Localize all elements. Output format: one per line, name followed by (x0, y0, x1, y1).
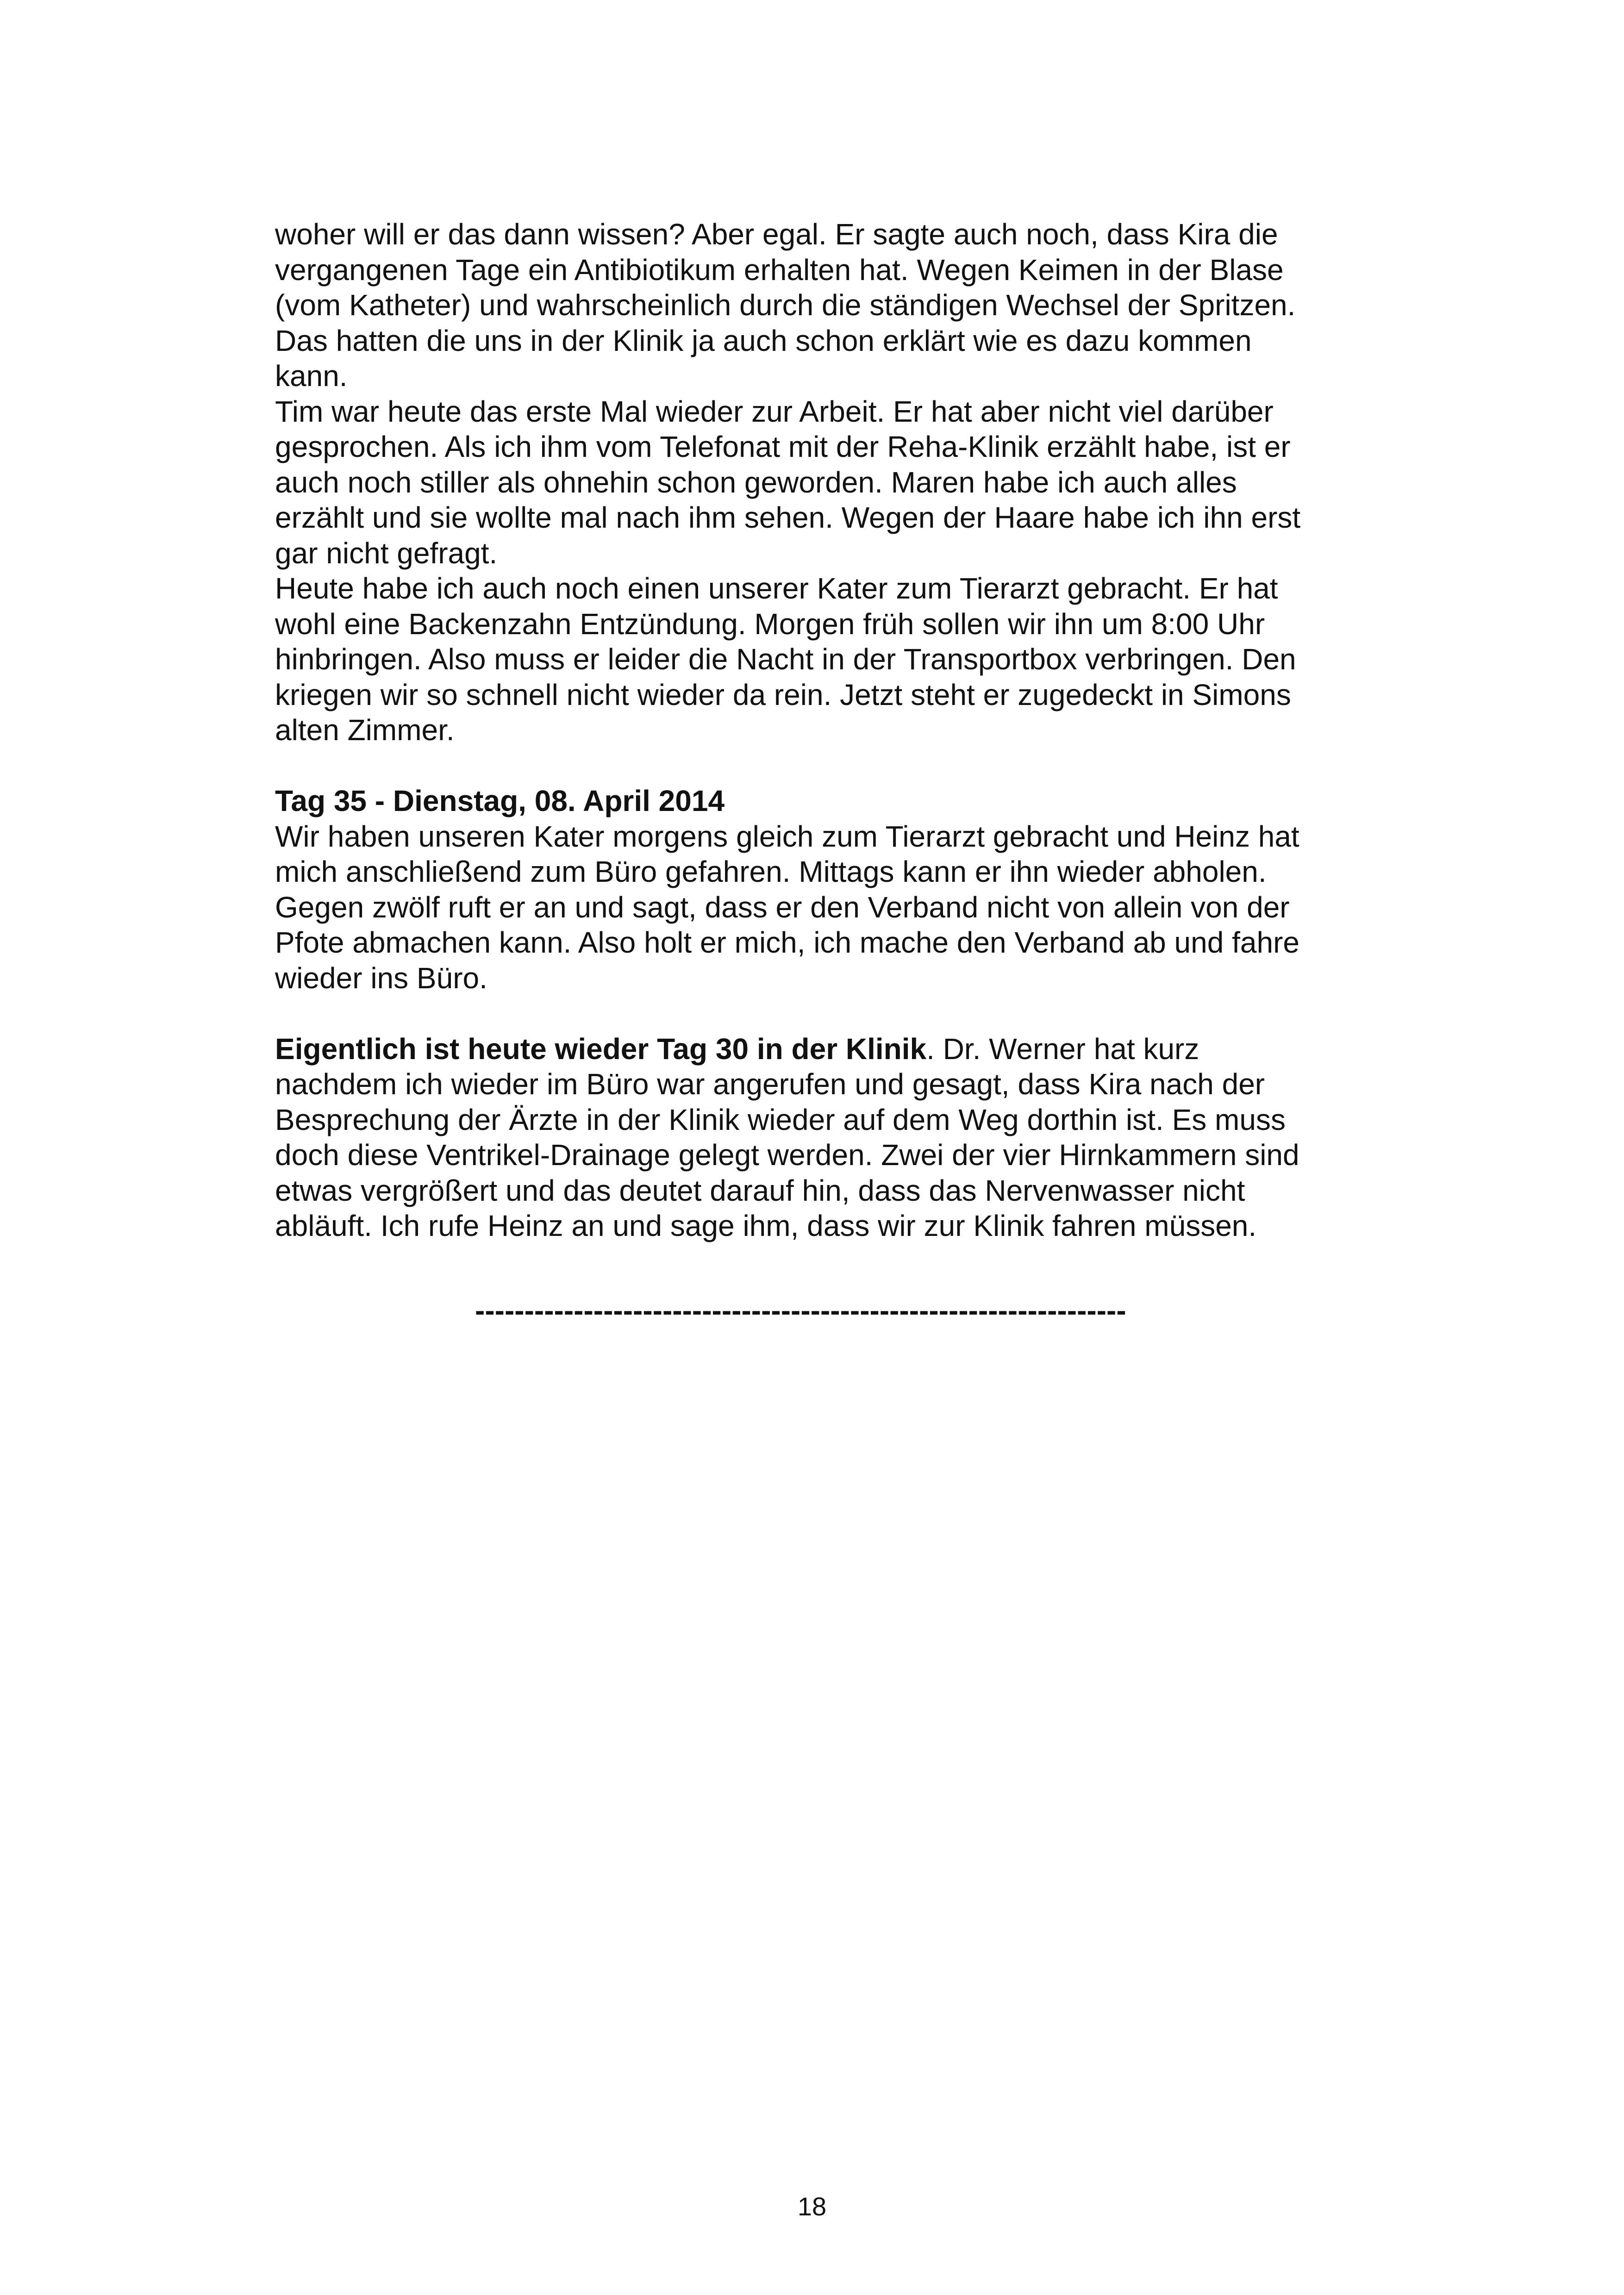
day-heading: Tag 35 - Dienstag, 08. April 2014 (275, 784, 725, 817)
paragraph-5 (275, 1031, 1368, 1244)
paragraph-2: Tim war heute das erste Mal wieder zur Arbeit. Er hat aber nicht viel darüber gesprochen. Als ich ihm vom Telefonat mit der Reha-Klinik erzählt habe, ist er auch noch stiller als ohnehin schon geworden. Maren habe ich auch alles erzählt und sie wollte mal nach ihm sehen. Wegen der Haare habe ich ihn erst gar nicht gefragt. (275, 394, 1301, 570)
paragraph-5-bold-lead: Eigentlich ist heute wieder Tag 30 in der Klinik (275, 1032, 927, 1066)
paragraph-4: Wir haben unseren Kater morgens gleich zum Tierarzt gebracht und Heinz hat mich anschließend zum Büro gefahren. Mittags kann er ihn wieder abholen. Gegen zwölf ruft er an und sagt, dass er den Verband nicht von allein von der Pfote abmachen kann. Also holt er mich, ich mache den Verband ab und fahre wieder ins Büro. (275, 819, 1299, 995)
document-body (275, 217, 1368, 1244)
paragraph-1: woher will er das dann wissen? Aber egal. Er sagte auch noch, dass Kira die vergangenen Tage ein Antibiotikum erhalten hat. Wegen Keimen in der Blase (vom Katheter) und wahrscheinlich durch die ständigen Wechsel der Spritzen. Das hatten die uns in der Klinik ja auch schon erklärt wie es dazu kommen kann. (275, 218, 1296, 393)
paragraph-gap (275, 996, 1368, 1031)
section-separator: ------------------------------------------------------------------ (475, 1294, 1126, 1327)
page-number: 18 (797, 2192, 827, 2221)
paragraph-3: Heute habe ich auch noch einen unserer Kater zum Tierarzt gebracht. Er hat wohl eine Backenzahn Entzündung. Morgen früh sollen wir ihn um 8:00 Uhr hinbringen. Also muss er leider die Nacht in der Transportbox verbringen. Den kriegen wir so schnell nicht wieder da rein. Jetzt steht er zugedeckt in Simons alten Zimmer. (275, 572, 1296, 747)
paragraph-gap (275, 748, 1368, 784)
paragraph-5-text: . Dr. Werner hat kurz nachdem ich wieder im Büro war angerufen und gesagt, dass Kira nach der Besprechung der Ärzte in der Klinik wieder auf dem Weg dorthin ist. Es muss doch diese Ventrikel-Drainage gelegt werden. Zwei der vier Hirnkammern sind etwas vergrößert und das deutet darauf hin, dass das Nervenwasser nicht abläuft. Ich rufe Heinz an und sage ihm, dass wir zur Klinik fahren müssen. (275, 1032, 1299, 1242)
